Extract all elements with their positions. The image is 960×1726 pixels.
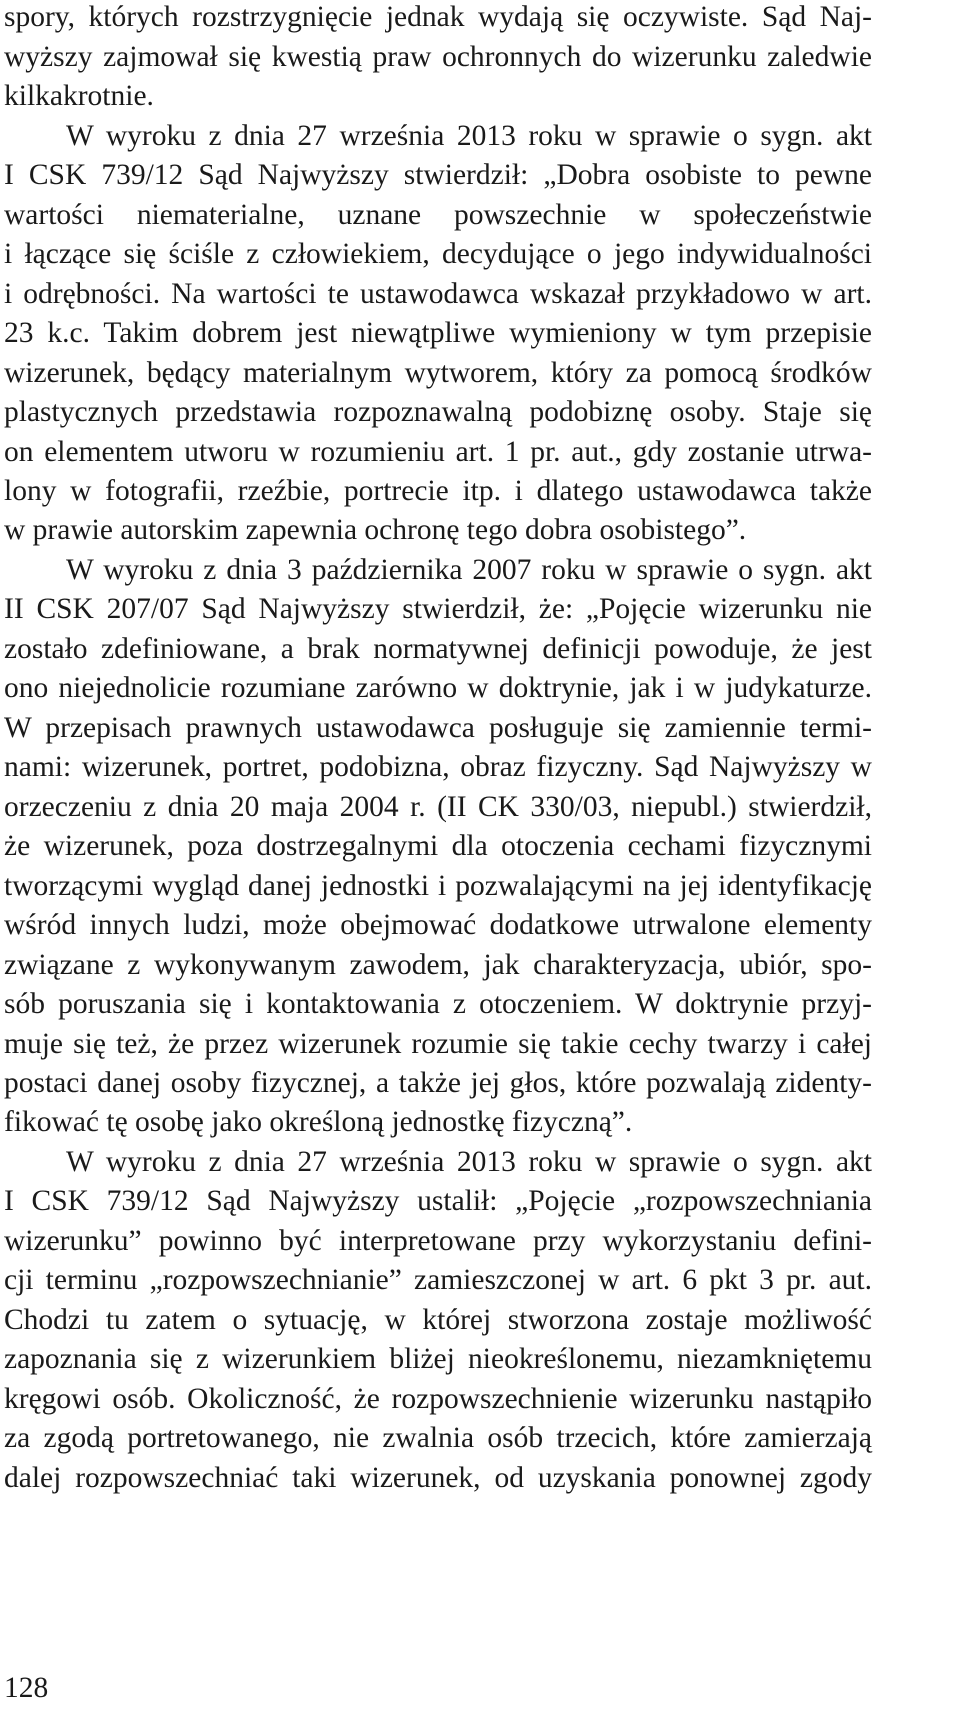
text-line: nami: wizerunek, portret, podobizna, obraz fizyczny. Sąd Najwyższy w [4, 751, 872, 783]
text-line: on elementem utworu w rozumieniu art. 1 pr. aut., gdy zostanie utrwa- [4, 436, 872, 468]
text-line: W przepisach prawnych ustawodawca posługuje się zamiennie termi- [4, 712, 872, 744]
text-line: W wyroku z dnia 27 września 2013 roku w sprawie o sygn. akt [66, 1146, 872, 1178]
text-line: postaci danej osoby fizycznej, a także jej głos, które pozwalają zidenty- [4, 1067, 872, 1099]
text-line: wyższy zajmował się kwestią praw ochronnych do wizerunku zaledwie [4, 41, 872, 73]
text-line: I CSK 739/12 Sąd Najwyższy ustalił: „Pojęcie „rozpowszechniania [4, 1185, 872, 1217]
page-number: 128 [4, 1672, 49, 1704]
text-line: w prawie autorskim zapewnia ochronę tego dobra osobistego”. [4, 514, 747, 546]
text-line: kilkakrotnie. [4, 80, 154, 112]
text-line: zapoznania się z wizerunkiem bliżej nieokreślonemu, niezamkniętemu [4, 1343, 872, 1375]
text-line: 23 k.c. Takim dobrem jest niewątpliwe wymieniony w tym przepisie [4, 317, 872, 349]
text-line: i odrębności. Na wartości te ustawodawca wskazał przykładowo w art. [4, 278, 872, 310]
text-line: cji terminu „rozpowszechnianie” zamieszczonej w art. 6 pkt 3 pr. aut. [4, 1264, 872, 1296]
document-page [4, 0, 872, 1726]
text-line: ono niejednolicie rozumiane zarówno w doktrynie, jak i w judykaturze. [4, 672, 872, 704]
text-line: dalej rozpowszechniać taki wizerunek, od uzyskania ponownej zgody [4, 1462, 872, 1494]
text-line: że wizerunek, poza dostrzegalnymi dla otoczenia cechami fizycznymi [4, 830, 872, 862]
text-line: lony w fotografii, rzeźbie, portrecie itp. i dlatego ustawodawca także [4, 475, 872, 507]
text-line: sób poruszania się i kontaktowania z otoczeniem. W doktrynie przyj- [4, 988, 872, 1020]
text-line: orzeczeniu z dnia 20 maja 2004 r. (II CK 330/03, niepubl.) stwierdził, [4, 791, 872, 823]
text-line: związane z wykonywanym zawodem, jak charakteryzacja, ubiór, spo- [4, 949, 872, 981]
text-line: I CSK 739/12 Sąd Najwyższy stwierdził: „Dobra osobiste to pewne [4, 159, 872, 191]
text-line: muje się też, że przez wizerunek rozumie się takie cechy twarzy i całej [4, 1028, 872, 1060]
text-line: i łączące się ściśle z człowiekiem, decydujące o jego indywidualności [4, 238, 872, 270]
text-line: zostało zdefiniowane, a brak normatywnej definicji powoduje, że jest [4, 633, 872, 665]
text-line: Chodzi tu zatem o sytuację, w której stworzona zostaje możliwość [4, 1304, 872, 1336]
text-line: W wyroku z dnia 3 października 2007 roku w sprawie o sygn. akt [66, 554, 872, 586]
text-line: za zgodą portretowanego, nie zwalnia osób trzecich, które zamierzają [4, 1422, 872, 1454]
text-line: W wyroku z dnia 27 września 2013 roku w sprawie o sygn. akt [66, 120, 872, 152]
text-line: II CSK 207/07 Sąd Najwyższy stwierdził, że: „Pojęcie wizerunku nie [4, 593, 872, 625]
text-line: spory, których rozstrzygnięcie jednak wydają się oczywiste. Sąd Naj- [4, 1, 872, 33]
text-line: plastycznych przedstawia rozpoznawalną podobiznę osoby. Staje się [4, 396, 872, 428]
text-line: wśród innych ludzi, może obejmować dodatkowe utrwalone elementy [4, 909, 872, 941]
text-line: tworzącymi wygląd danej jednostki i pozwalającymi na jej identyfikację [4, 870, 872, 902]
text-line: wizerunek, będący materialnym wytworem, który za pomocą środków [4, 357, 872, 389]
text-line: wartości niematerialne, uznane powszechnie w społeczeństwie [4, 199, 872, 231]
text-line: wizerunku” powinno być interpretowane przy wykorzystaniu defini- [4, 1225, 872, 1257]
text-line: fikować tę osobę jako określoną jednostkę fizyczną”. [4, 1106, 633, 1138]
text-line: kręgowi osób. Okoliczność, że rozpowszechnienie wizerunku nastąpiło [4, 1383, 872, 1415]
